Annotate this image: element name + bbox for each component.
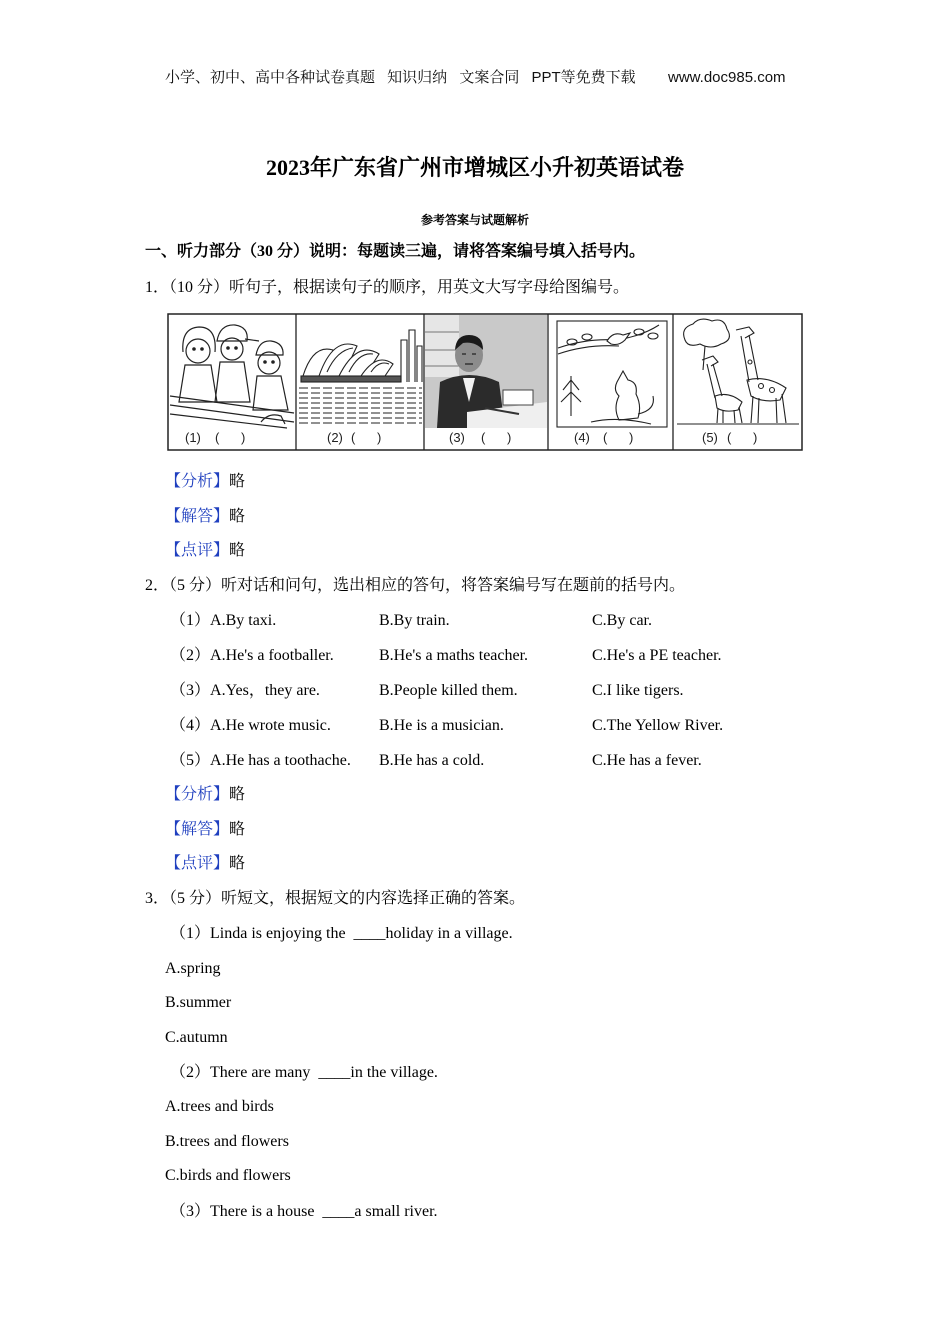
panel-3-label: (3) bbox=[449, 430, 465, 445]
q3-item-2-option-a: A.trees and birds bbox=[165, 1098, 274, 1115]
q3-item-1-option-a: A.spring bbox=[165, 960, 221, 977]
q3-item-1-number: （1） bbox=[170, 925, 211, 942]
q2-row-3-option-b: B.People killed them. bbox=[379, 682, 518, 699]
q3-item-2-number: （2） bbox=[170, 1064, 211, 1081]
section-1-heading: 一、听力部分（30 分）说明：每题读三遍，请将答案编号填入括号内。 bbox=[145, 243, 646, 260]
child-eye bbox=[235, 347, 237, 349]
answer-text: 略 bbox=[229, 821, 246, 838]
analysis-text: 略 bbox=[229, 786, 246, 803]
giraffe-spot bbox=[759, 384, 764, 389]
q2-row-3-option-a bbox=[170, 681, 320, 701]
panel-3-answer-blank: ( ) bbox=[481, 430, 512, 445]
panel-4-label: (4) bbox=[574, 430, 590, 445]
giraffe-head bbox=[736, 327, 754, 338]
tree-branch bbox=[558, 346, 619, 354]
panel-3-man-at-desk-photo bbox=[425, 315, 547, 428]
q1-comment-note bbox=[165, 541, 245, 561]
giraffe-neck bbox=[741, 335, 758, 382]
q2-row-2-option-b: B.He's a maths teacher. bbox=[379, 647, 529, 664]
child-eye bbox=[227, 347, 229, 349]
panel-4-answer-blank: ( ) bbox=[603, 430, 634, 445]
panel-2-opera-house-drawing bbox=[299, 330, 422, 423]
analysis-tag: 【分析】 bbox=[165, 786, 230, 803]
answer-tag: 【解答】 bbox=[165, 508, 230, 525]
q2-row-2-number: （2） bbox=[170, 647, 211, 664]
harbour-water bbox=[299, 388, 422, 423]
q1-stem: 1．（10 分）听句子，根据读句子的顺序，用英文大写字母给图编号。 bbox=[145, 279, 630, 296]
bird bbox=[607, 333, 630, 345]
q3-item-3-number: （3） bbox=[170, 1203, 211, 1220]
q2-row-2-option-a bbox=[170, 646, 334, 666]
child-body bbox=[215, 362, 250, 402]
q2-row-4-option-a-text: A.He wrote music. bbox=[210, 717, 331, 734]
comment-tag: 【点评】 bbox=[165, 542, 230, 559]
child-eye bbox=[201, 348, 203, 350]
panel-2-label: (2) bbox=[327, 430, 343, 445]
panel-1-children-drawing bbox=[170, 325, 294, 428]
fox bbox=[615, 371, 639, 420]
tree-foliage bbox=[684, 319, 730, 347]
q2-row-3-number: （3） bbox=[170, 682, 211, 699]
q2-row-4-number: （4） bbox=[170, 717, 211, 734]
panel-5-label: (5) bbox=[702, 430, 718, 445]
fox-tail bbox=[638, 396, 653, 414]
analysis-text: 略 bbox=[229, 473, 246, 490]
q2-row-5-option-a bbox=[170, 751, 351, 771]
q2-row-3-option-a-text: A.Yes，they are. bbox=[210, 682, 320, 699]
q3-item-1-option-c: C.autumn bbox=[165, 1029, 228, 1046]
q3-item-3-text: There is a house ____a small river. bbox=[210, 1203, 438, 1220]
bookshelf bbox=[425, 315, 459, 377]
q3-item-3-question bbox=[170, 1202, 438, 1222]
panel-2-answer-blank: ( ) bbox=[351, 430, 382, 445]
q3-item-2-text: There are many ____in the village. bbox=[210, 1064, 438, 1081]
q2-row-5-option-b: B.He has a cold. bbox=[379, 752, 485, 769]
q2-stem: 2．（5 分）听对话和问句，选出相应的答句，将答案编号写在题前的括号内。 bbox=[145, 577, 686, 594]
q2-row-1-option-a-text: A.By taxi. bbox=[210, 612, 277, 629]
q2-row-5-number: （5） bbox=[170, 752, 211, 769]
giraffe-spot bbox=[770, 388, 775, 393]
comment-tag: 【点评】 bbox=[165, 855, 230, 872]
leaf bbox=[648, 333, 658, 339]
q2-comment-note bbox=[165, 854, 245, 874]
child-body bbox=[179, 365, 217, 402]
q2-row-4-option-a bbox=[170, 716, 331, 736]
q3-item-2-question bbox=[170, 1063, 438, 1083]
papers bbox=[503, 390, 533, 405]
child-eye bbox=[193, 348, 195, 350]
panel-1-answer-blank: ( ) bbox=[215, 430, 246, 445]
q2-row-1-option-a bbox=[170, 611, 276, 631]
q2-row-2-option-c: C.He's a PE teacher. bbox=[592, 647, 722, 664]
page-title: 2023年广东省广州市增城区小升初英语试卷 bbox=[265, 155, 684, 180]
q2-analysis-note bbox=[165, 785, 245, 805]
city-buildings bbox=[401, 330, 422, 382]
leaf bbox=[582, 334, 592, 340]
giraffe-spot bbox=[748, 360, 752, 364]
panel-5-answer-blank: ( ) bbox=[727, 430, 758, 445]
q2-row-1-option-c: C.By car. bbox=[592, 612, 652, 629]
q3-stem: 3．（5 分）听短文，根据短文的内容选择正确的答案。 bbox=[145, 890, 526, 907]
q2-row-4-option-c: C.The Yellow River. bbox=[592, 717, 724, 734]
small-giraffe-body bbox=[715, 394, 742, 411]
opera-base bbox=[301, 376, 401, 382]
q2-row-4-option-b: B.He is a musician. bbox=[379, 717, 504, 734]
q2-row-1-option-b: B.By train. bbox=[379, 612, 450, 629]
child-eye bbox=[272, 361, 274, 363]
q3-item-1-option-b: B.summer bbox=[165, 994, 232, 1011]
child-face bbox=[186, 339, 210, 363]
tree-trunk bbox=[703, 346, 705, 370]
q1-answer-note bbox=[165, 507, 245, 527]
q1-picture-strip bbox=[167, 310, 803, 452]
railing-bar bbox=[170, 405, 294, 422]
ground bbox=[591, 419, 651, 424]
railing-bar bbox=[170, 396, 294, 413]
answer-text: 略 bbox=[229, 508, 246, 525]
q3-item-1-question bbox=[170, 924, 513, 944]
header-slogan: 小学、初中、高中各种试卷真题 知识归纳 文案合同 PPT等免费下载 bbox=[165, 69, 636, 86]
child-cap bbox=[256, 341, 283, 355]
child-body bbox=[253, 376, 288, 410]
q3-item-2-option-b: B.trees and flowers bbox=[165, 1133, 289, 1150]
comment-text: 略 bbox=[229, 542, 246, 559]
q1-analysis-note bbox=[165, 472, 245, 492]
small-giraffe-neck bbox=[707, 364, 722, 398]
q2-answer-note bbox=[165, 820, 245, 840]
q2-row-2-option-a-text: A.He's a footballer. bbox=[210, 647, 334, 664]
header-website: www.doc985.com bbox=[668, 69, 786, 86]
panel-4-fox-and-bird-drawing bbox=[557, 321, 667, 427]
child-eye bbox=[264, 361, 266, 363]
q2-row-1-number: （1） bbox=[170, 612, 211, 629]
comment-text: 略 bbox=[229, 855, 246, 872]
analysis-tag: 【分析】 bbox=[165, 473, 230, 490]
answer-tag: 【解答】 bbox=[165, 821, 230, 838]
q2-row-5-option-c: C.He has a fever. bbox=[592, 752, 702, 769]
q3-item-2-option-c: C.birds and flowers bbox=[165, 1167, 291, 1184]
panel-5-giraffes-drawing bbox=[677, 319, 799, 424]
q2-row-5-option-a-text: A.He has a toothache. bbox=[210, 752, 351, 769]
q3-item-1-text: Linda is enjoying the ____holiday in a village. bbox=[210, 925, 513, 942]
small-tree bbox=[561, 376, 581, 416]
page-subtitle: 参考答案与试题解析 bbox=[420, 213, 529, 227]
panel-1-label: (1) bbox=[185, 430, 201, 445]
q2-row-3-option-c: C.I like tigers. bbox=[592, 682, 684, 699]
